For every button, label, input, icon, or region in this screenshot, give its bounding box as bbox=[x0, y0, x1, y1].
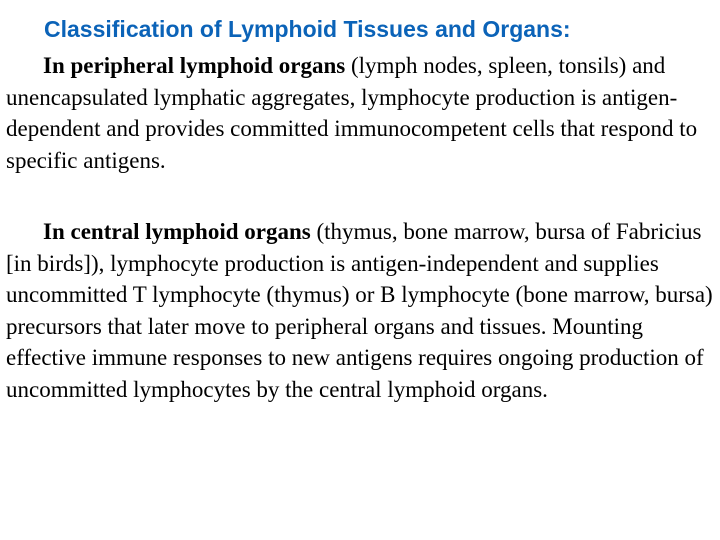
central-organs-term: In central lymphoid organs bbox=[43, 219, 311, 244]
central-organs-paragraph bbox=[6, 216, 716, 405]
peripheral-organs-term: In peripheral lymphoid organs bbox=[43, 53, 346, 78]
slide-title: Classification of Lymphoid Tissues and Organs: bbox=[44, 16, 571, 42]
peripheral-organs-paragraph bbox=[6, 50, 716, 176]
central-organs-text: (thymus, bone marrow, bursa of Fabricius [in birds]), lymphocyte production is antigen-independent and supplies uncommitted T lymphocyte (thymus) or B lymphocyte (bone marrow, bursa) precursors that later move to peripheral organs and tissues. Mounting effective immune responses to new antigens requires ongoing production of uncommitted lymphocytes by the central lymphoid organs. bbox=[6, 219, 713, 402]
peripheral-organs-text: (lymph nodes, spleen, tonsils) and unencapsulated lymphatic aggregates, lymphocyte production is antigen-dependent and provides committed immunocompetent cells that respond to specific antigens. bbox=[6, 53, 698, 173]
